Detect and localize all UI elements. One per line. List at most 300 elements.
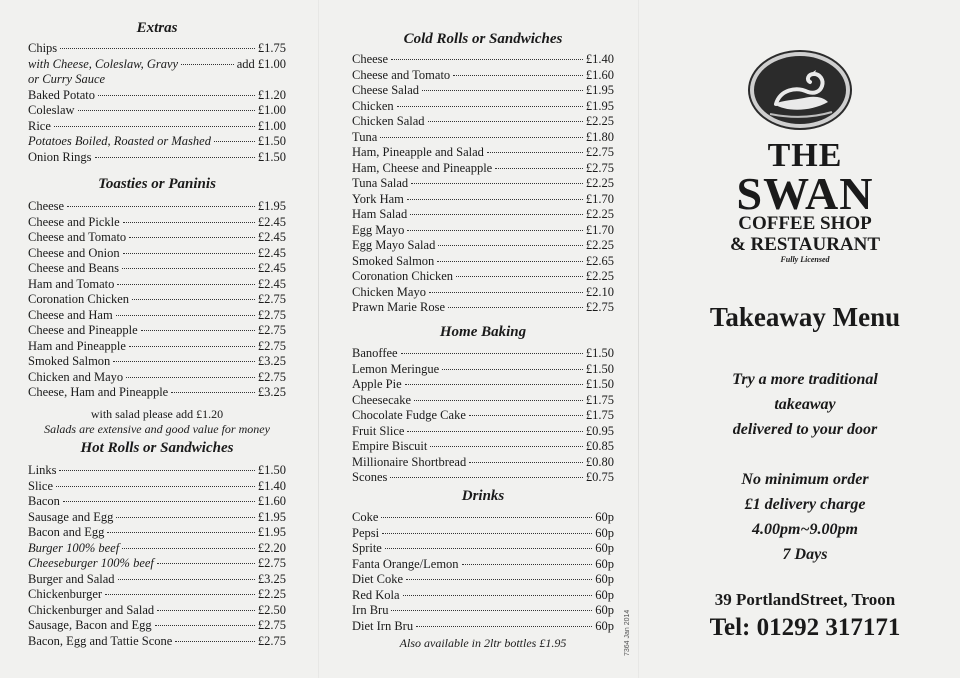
item-price: £3.25 xyxy=(257,385,286,399)
promo-line: Try a more traditional xyxy=(732,371,878,388)
item-name: Egg Mayo Salad xyxy=(352,238,436,252)
item-name: Coke xyxy=(352,510,379,524)
salad-note: with salad please add £1.20 xyxy=(90,406,224,421)
menu-item xyxy=(28,72,286,88)
menu-item xyxy=(28,57,286,73)
dot-leader xyxy=(469,415,583,416)
brand-coffee-shop: COFFEE SHOP xyxy=(738,213,872,234)
dot-leader xyxy=(411,183,583,184)
item-price: £1.80 xyxy=(585,129,614,144)
item-name: Bacon, Egg and Tattie Scone xyxy=(28,633,173,648)
menu-item xyxy=(28,103,286,119)
home-baking-list xyxy=(352,346,614,486)
item-name: Ham and Pineapple xyxy=(28,338,126,353)
item-price: £1.50 xyxy=(585,361,614,376)
section-title-cold-rolls: Cold Rolls or Sandwiches xyxy=(403,31,563,47)
dot-leader xyxy=(428,121,583,122)
item-name: Sausage, Bacon and Egg xyxy=(28,618,152,632)
takeaway-heading: Takeaway Menu xyxy=(709,302,901,332)
dot-leader xyxy=(171,392,255,393)
dot-leader xyxy=(116,315,255,316)
dot-leader xyxy=(155,625,255,626)
dot-leader xyxy=(54,126,255,127)
item-price: £2.75 xyxy=(257,618,286,632)
menu-item xyxy=(352,408,614,424)
item-name: Burger and Salad xyxy=(28,571,115,586)
item-price: £2.25 xyxy=(585,238,614,252)
item-name: Pepsi xyxy=(352,525,380,540)
dot-leader xyxy=(117,284,254,285)
section-title-drinks: Drinks xyxy=(461,488,505,504)
item-price: 60p xyxy=(595,510,614,524)
menu-item xyxy=(352,603,614,619)
dot-leader xyxy=(63,501,255,502)
item-price: £3.25 xyxy=(257,354,286,368)
dot-leader xyxy=(113,361,255,362)
dot-leader xyxy=(469,462,583,463)
item-price: £3.25 xyxy=(257,571,286,586)
menu-item xyxy=(28,246,286,262)
item-name: with Cheese, Coleslaw, Gravy xyxy=(28,56,179,71)
item-name: Fruit Slice xyxy=(352,423,405,438)
item-name: Sprite xyxy=(352,541,382,555)
dot-leader xyxy=(414,400,583,401)
item-name: Scones xyxy=(352,470,388,484)
item-price: £1.60 xyxy=(585,67,614,82)
item-price: £1.60 xyxy=(257,494,286,508)
menu-item xyxy=(352,557,614,573)
swan-logo-icon xyxy=(750,52,850,128)
item-name: Chicken and Mayo xyxy=(28,369,124,384)
item-price: £2.10 xyxy=(585,284,614,299)
item-price: £1.70 xyxy=(585,222,614,237)
item-price: £1.20 xyxy=(257,87,286,102)
item-price: £1.95 xyxy=(585,98,614,113)
item-name: Red Kola xyxy=(352,587,400,602)
dot-leader xyxy=(175,641,255,642)
dot-leader xyxy=(123,253,255,254)
item-price: £2.20 xyxy=(257,540,286,555)
item-price: £2.75 xyxy=(585,160,614,175)
menu-item xyxy=(352,52,614,68)
item-name: Banoffee xyxy=(352,346,398,360)
item-price: £1.95 xyxy=(257,509,286,524)
dot-leader xyxy=(416,626,592,627)
item-price: £1.75 xyxy=(585,408,614,422)
item-name: Cheese and Beans xyxy=(28,261,119,275)
section-title-extras: Extras xyxy=(136,20,178,36)
menu-item xyxy=(28,463,286,479)
item-name: Tuna xyxy=(352,129,378,144)
extras-list xyxy=(28,41,286,165)
item-name: Chips xyxy=(28,41,58,55)
menu-item xyxy=(28,541,286,557)
item-price: £1.95 xyxy=(257,199,286,213)
swan-icon xyxy=(750,52,850,128)
dot-leader xyxy=(442,369,583,370)
item-name: Cheeseburger 100% beef xyxy=(28,556,154,570)
menu-item xyxy=(352,145,614,161)
menu-item xyxy=(352,161,614,177)
item-price: £2.25 xyxy=(585,207,614,221)
dot-leader xyxy=(126,377,255,378)
item-price: £2.25 xyxy=(585,114,614,128)
promo-line: No minimum order xyxy=(741,471,869,488)
dot-leader xyxy=(453,75,583,76)
item-name: Cheese, Ham and Pineapple xyxy=(28,385,169,399)
menu-item xyxy=(28,494,286,510)
dot-leader xyxy=(437,261,583,262)
menu-item xyxy=(352,254,614,270)
item-name: Cheese xyxy=(352,52,389,66)
menu-item xyxy=(352,68,614,84)
dot-leader xyxy=(407,431,582,432)
brand-swan: SWAN xyxy=(736,168,874,219)
menu-item xyxy=(28,556,286,572)
item-price: £2.75 xyxy=(257,323,286,337)
menu-item xyxy=(28,385,286,401)
item-price: 60p xyxy=(595,587,614,602)
section-title-hot-rolls: Hot Rolls or Sandwiches xyxy=(80,440,234,456)
dot-leader xyxy=(132,299,255,300)
item-name: Cheesecake xyxy=(352,392,411,407)
dot-leader xyxy=(157,563,255,564)
dot-leader xyxy=(105,594,255,595)
item-price: £1.95 xyxy=(585,83,614,97)
promo-line: delivered to your door xyxy=(732,421,878,438)
item-name: or Curry Sauce xyxy=(28,72,106,86)
dot-leader xyxy=(122,548,255,549)
item-name: Prawn Marie Rose xyxy=(352,300,446,314)
item-price: £2.45 xyxy=(257,230,286,244)
item-name: Cheese and Onion xyxy=(28,245,120,260)
menu-item xyxy=(352,285,614,301)
item-price: £1.75 xyxy=(257,41,286,55)
telephone: Tel: 01292 317171 xyxy=(709,614,901,641)
dot-leader xyxy=(380,137,583,138)
item-price: 60p xyxy=(595,556,614,571)
bottles-note: Also available in 2ltr bottles £1.95 xyxy=(399,636,567,650)
dot-leader xyxy=(438,245,583,246)
item-name: Burger 100% beef xyxy=(28,540,120,555)
section-hot-rolls xyxy=(28,438,286,649)
salad-value-note: Salads are extensive and good value for money xyxy=(44,421,270,436)
dot-leader xyxy=(98,95,255,96)
section-toasties xyxy=(28,174,286,437)
item-name: Empire Biscuit xyxy=(352,439,428,453)
item-name: Cheese and Pickle xyxy=(28,214,120,229)
item-name: Links xyxy=(28,463,57,477)
item-price: £2.45 xyxy=(257,214,286,229)
item-name: Tuna Salad xyxy=(352,176,409,190)
fully-licensed: Fully Licensed xyxy=(780,255,830,264)
dot-leader xyxy=(214,141,255,142)
item-price: £1.75 xyxy=(585,392,614,407)
item-price: £1.50 xyxy=(257,149,286,164)
menu-item xyxy=(352,192,614,208)
item-price: £1.50 xyxy=(257,463,286,477)
item-name: Ham Salad xyxy=(352,207,408,221)
menu-column-left xyxy=(28,0,286,678)
item-price: £2.50 xyxy=(257,602,286,617)
item-price: £0.85 xyxy=(585,439,614,453)
brand-restaurant: & RESTAURANT xyxy=(729,234,881,255)
item-name: Apple Pie xyxy=(352,377,402,391)
item-name: Smoked Salmon xyxy=(352,253,435,268)
item-name: Rice xyxy=(28,118,51,133)
item-name: Cheese and Tomato xyxy=(28,230,127,244)
menu-item xyxy=(28,587,286,603)
item-price: £2.25 xyxy=(257,587,286,601)
menu-item xyxy=(28,308,286,324)
dot-leader xyxy=(403,595,593,596)
print-code: 7364 Jan 2014 xyxy=(624,609,631,656)
section-drinks xyxy=(352,486,614,651)
promo-line: 7 Days xyxy=(782,546,828,563)
menu-item xyxy=(28,510,286,526)
item-price: £0.80 xyxy=(585,454,614,469)
item-name: Ham and Tomato xyxy=(28,276,115,291)
dot-leader xyxy=(157,610,255,611)
menu-item xyxy=(352,470,614,486)
dot-leader xyxy=(59,470,254,471)
menu-item xyxy=(352,619,614,635)
menu-item xyxy=(28,215,286,231)
item-price: £0.95 xyxy=(585,423,614,438)
dot-leader xyxy=(407,230,582,231)
dot-leader xyxy=(406,579,592,580)
dot-leader xyxy=(382,533,592,534)
item-price: 60p xyxy=(595,525,614,540)
dot-leader xyxy=(385,548,592,549)
item-name: Cheese and Pineapple xyxy=(28,323,138,337)
item-name: Chicken Mayo xyxy=(352,284,426,299)
menu-item xyxy=(28,134,286,150)
item-name: York Ham xyxy=(352,191,404,206)
item-name: Chickenburger xyxy=(28,587,103,601)
item-price: £1.95 xyxy=(257,525,286,539)
item-name: Smoked Salmon xyxy=(28,354,111,368)
brand-the: THE xyxy=(767,137,843,174)
dot-leader xyxy=(401,353,583,354)
hot-rolls-list xyxy=(28,463,286,649)
menu-item xyxy=(352,207,614,223)
menu-item xyxy=(28,370,286,386)
dot-leader xyxy=(141,330,255,331)
menu-item xyxy=(352,439,614,455)
item-price: £2.45 xyxy=(257,276,286,291)
item-name: Ham, Pineapple and Salad xyxy=(352,145,484,159)
menu-item xyxy=(28,277,286,293)
menu-item xyxy=(352,130,614,146)
item-name: Cheese and Ham xyxy=(28,307,113,322)
dot-leader xyxy=(129,346,255,347)
item-price: £2.75 xyxy=(257,292,286,306)
item-name: Bacon xyxy=(28,494,60,508)
item-price: 60p xyxy=(595,541,614,555)
item-name: Cheese and Tomato xyxy=(352,67,451,82)
item-price: £2.25 xyxy=(585,269,614,283)
item-price: £2.25 xyxy=(585,176,614,190)
menu-item xyxy=(28,479,286,495)
item-name: Diet Coke xyxy=(352,572,404,586)
dot-leader xyxy=(391,610,592,611)
item-price: £1.50 xyxy=(257,134,286,148)
menu-item xyxy=(352,300,614,316)
dot-leader xyxy=(407,199,583,200)
item-price: £1.70 xyxy=(585,191,614,206)
item-name: Bacon and Egg xyxy=(28,525,105,539)
dot-leader xyxy=(397,106,583,107)
item-name: Sausage and Egg xyxy=(28,509,114,524)
item-name: Millionaire Shortbread xyxy=(352,454,467,469)
item-price: £1.50 xyxy=(585,346,614,360)
menu-item xyxy=(352,99,614,115)
dot-leader xyxy=(456,276,583,277)
dot-leader xyxy=(60,48,255,49)
menu-item xyxy=(352,424,614,440)
item-price: £1.40 xyxy=(257,478,286,493)
dot-leader xyxy=(95,157,255,158)
section-cold-rolls xyxy=(352,29,614,316)
promo-line: takeaway xyxy=(774,396,836,413)
section-title-home-baking: Home Baking xyxy=(439,324,527,340)
section-title-toasties: Toasties or Paninis xyxy=(98,176,216,192)
menu-item xyxy=(352,362,614,378)
menu-item xyxy=(352,238,614,254)
dot-leader xyxy=(181,64,234,65)
toasties-list xyxy=(28,199,286,401)
dot-leader xyxy=(123,222,255,223)
menu-item xyxy=(352,393,614,409)
promo-line: £1 delivery charge xyxy=(744,496,866,513)
dot-leader xyxy=(410,214,583,215)
item-name: Egg Mayo xyxy=(352,222,405,237)
dot-leader xyxy=(67,206,255,207)
menu-item xyxy=(28,150,286,166)
menu-item xyxy=(28,572,286,588)
menu-item xyxy=(352,269,614,285)
item-price: £2.75 xyxy=(257,556,286,570)
menu-item xyxy=(28,603,286,619)
item-name: Chicken Salad xyxy=(352,114,425,128)
menu-item xyxy=(28,119,286,135)
menu-item xyxy=(352,377,614,393)
item-price: £2.45 xyxy=(257,245,286,260)
item-price: £1.00 xyxy=(257,118,286,133)
menu-item xyxy=(352,176,614,192)
item-price: £2.75 xyxy=(257,307,286,322)
item-price: £2.75 xyxy=(585,300,614,314)
item-name: Baked Potato xyxy=(28,87,96,102)
dot-leader xyxy=(56,486,255,487)
item-name: Cheese Salad xyxy=(352,83,419,97)
dot-leader xyxy=(381,517,592,518)
item-price: £2.45 xyxy=(257,261,286,275)
section-extras xyxy=(28,18,286,165)
menu-item xyxy=(28,261,286,277)
item-name: Fanta Orange/Lemon xyxy=(352,556,459,571)
dot-leader xyxy=(391,59,583,60)
menu-cover-panel xyxy=(650,0,960,678)
address: 39 PortlandStreet, Troon xyxy=(714,590,896,609)
menu-item xyxy=(28,339,286,355)
dot-leader xyxy=(429,292,583,293)
item-name: Chicken xyxy=(352,98,394,113)
menu-item xyxy=(352,510,614,526)
drinks-list xyxy=(352,510,614,634)
dot-leader xyxy=(129,237,255,238)
dot-leader xyxy=(430,446,583,447)
menu-item xyxy=(28,292,286,308)
item-price: 60p xyxy=(595,603,614,617)
item-name: Coronation Chicken xyxy=(352,269,454,283)
menu-item xyxy=(28,88,286,104)
promo-line: 4.00pm~9.00pm xyxy=(751,521,858,538)
menu-item xyxy=(28,634,286,650)
dot-leader xyxy=(462,564,593,565)
dot-leader xyxy=(116,517,254,518)
menu-item xyxy=(28,323,286,339)
menu-item xyxy=(28,525,286,541)
dot-leader xyxy=(107,532,255,533)
dot-leader xyxy=(422,90,583,91)
item-name: Chocolate Fudge Cake xyxy=(352,408,466,422)
menu-item xyxy=(352,588,614,604)
item-price: £2.65 xyxy=(585,253,614,268)
item-name: Coronation Chicken xyxy=(28,292,130,306)
item-price: add £1.00 xyxy=(236,56,286,71)
menu-item xyxy=(352,572,614,588)
dot-leader xyxy=(487,152,583,153)
item-name: Slice xyxy=(28,478,53,493)
item-name: Irn Bru xyxy=(352,603,389,617)
item-name: Potatoes Boiled, Roasted or Mashed xyxy=(28,134,211,148)
menu-item xyxy=(28,199,286,215)
menu-item xyxy=(352,455,614,471)
item-price: £1.00 xyxy=(257,103,286,117)
item-price: £2.75 xyxy=(257,633,286,648)
promo-block-delivery xyxy=(650,467,960,567)
item-price: £1.50 xyxy=(585,377,614,391)
fold-line-right xyxy=(638,0,639,678)
cold-rolls-list xyxy=(352,52,614,316)
menu-item xyxy=(28,41,286,57)
menu-item xyxy=(28,354,286,370)
menu-item xyxy=(352,223,614,239)
dot-leader xyxy=(405,384,583,385)
item-price: £0.75 xyxy=(585,470,614,484)
item-name: Coleslaw xyxy=(28,103,75,117)
item-name: Cheese xyxy=(28,199,65,213)
item-price: 60p xyxy=(595,618,614,633)
item-name: Lemon Meringue xyxy=(352,361,440,376)
item-name: Diet Irn Bru xyxy=(352,618,414,633)
item-name: Onion Rings xyxy=(28,149,92,164)
section-home-baking xyxy=(352,322,614,486)
menu-item xyxy=(28,618,286,634)
item-price: £2.75 xyxy=(257,338,286,353)
item-price: £2.75 xyxy=(585,145,614,159)
dot-leader xyxy=(495,168,583,169)
menu-item xyxy=(352,114,614,130)
menu-column-middle xyxy=(352,0,614,678)
item-name: Chickenburger and Salad xyxy=(28,602,155,617)
item-price: £1.40 xyxy=(585,52,614,66)
item-price: 60p xyxy=(595,572,614,586)
menu-item xyxy=(352,346,614,362)
promo-block-traditional xyxy=(650,367,960,442)
